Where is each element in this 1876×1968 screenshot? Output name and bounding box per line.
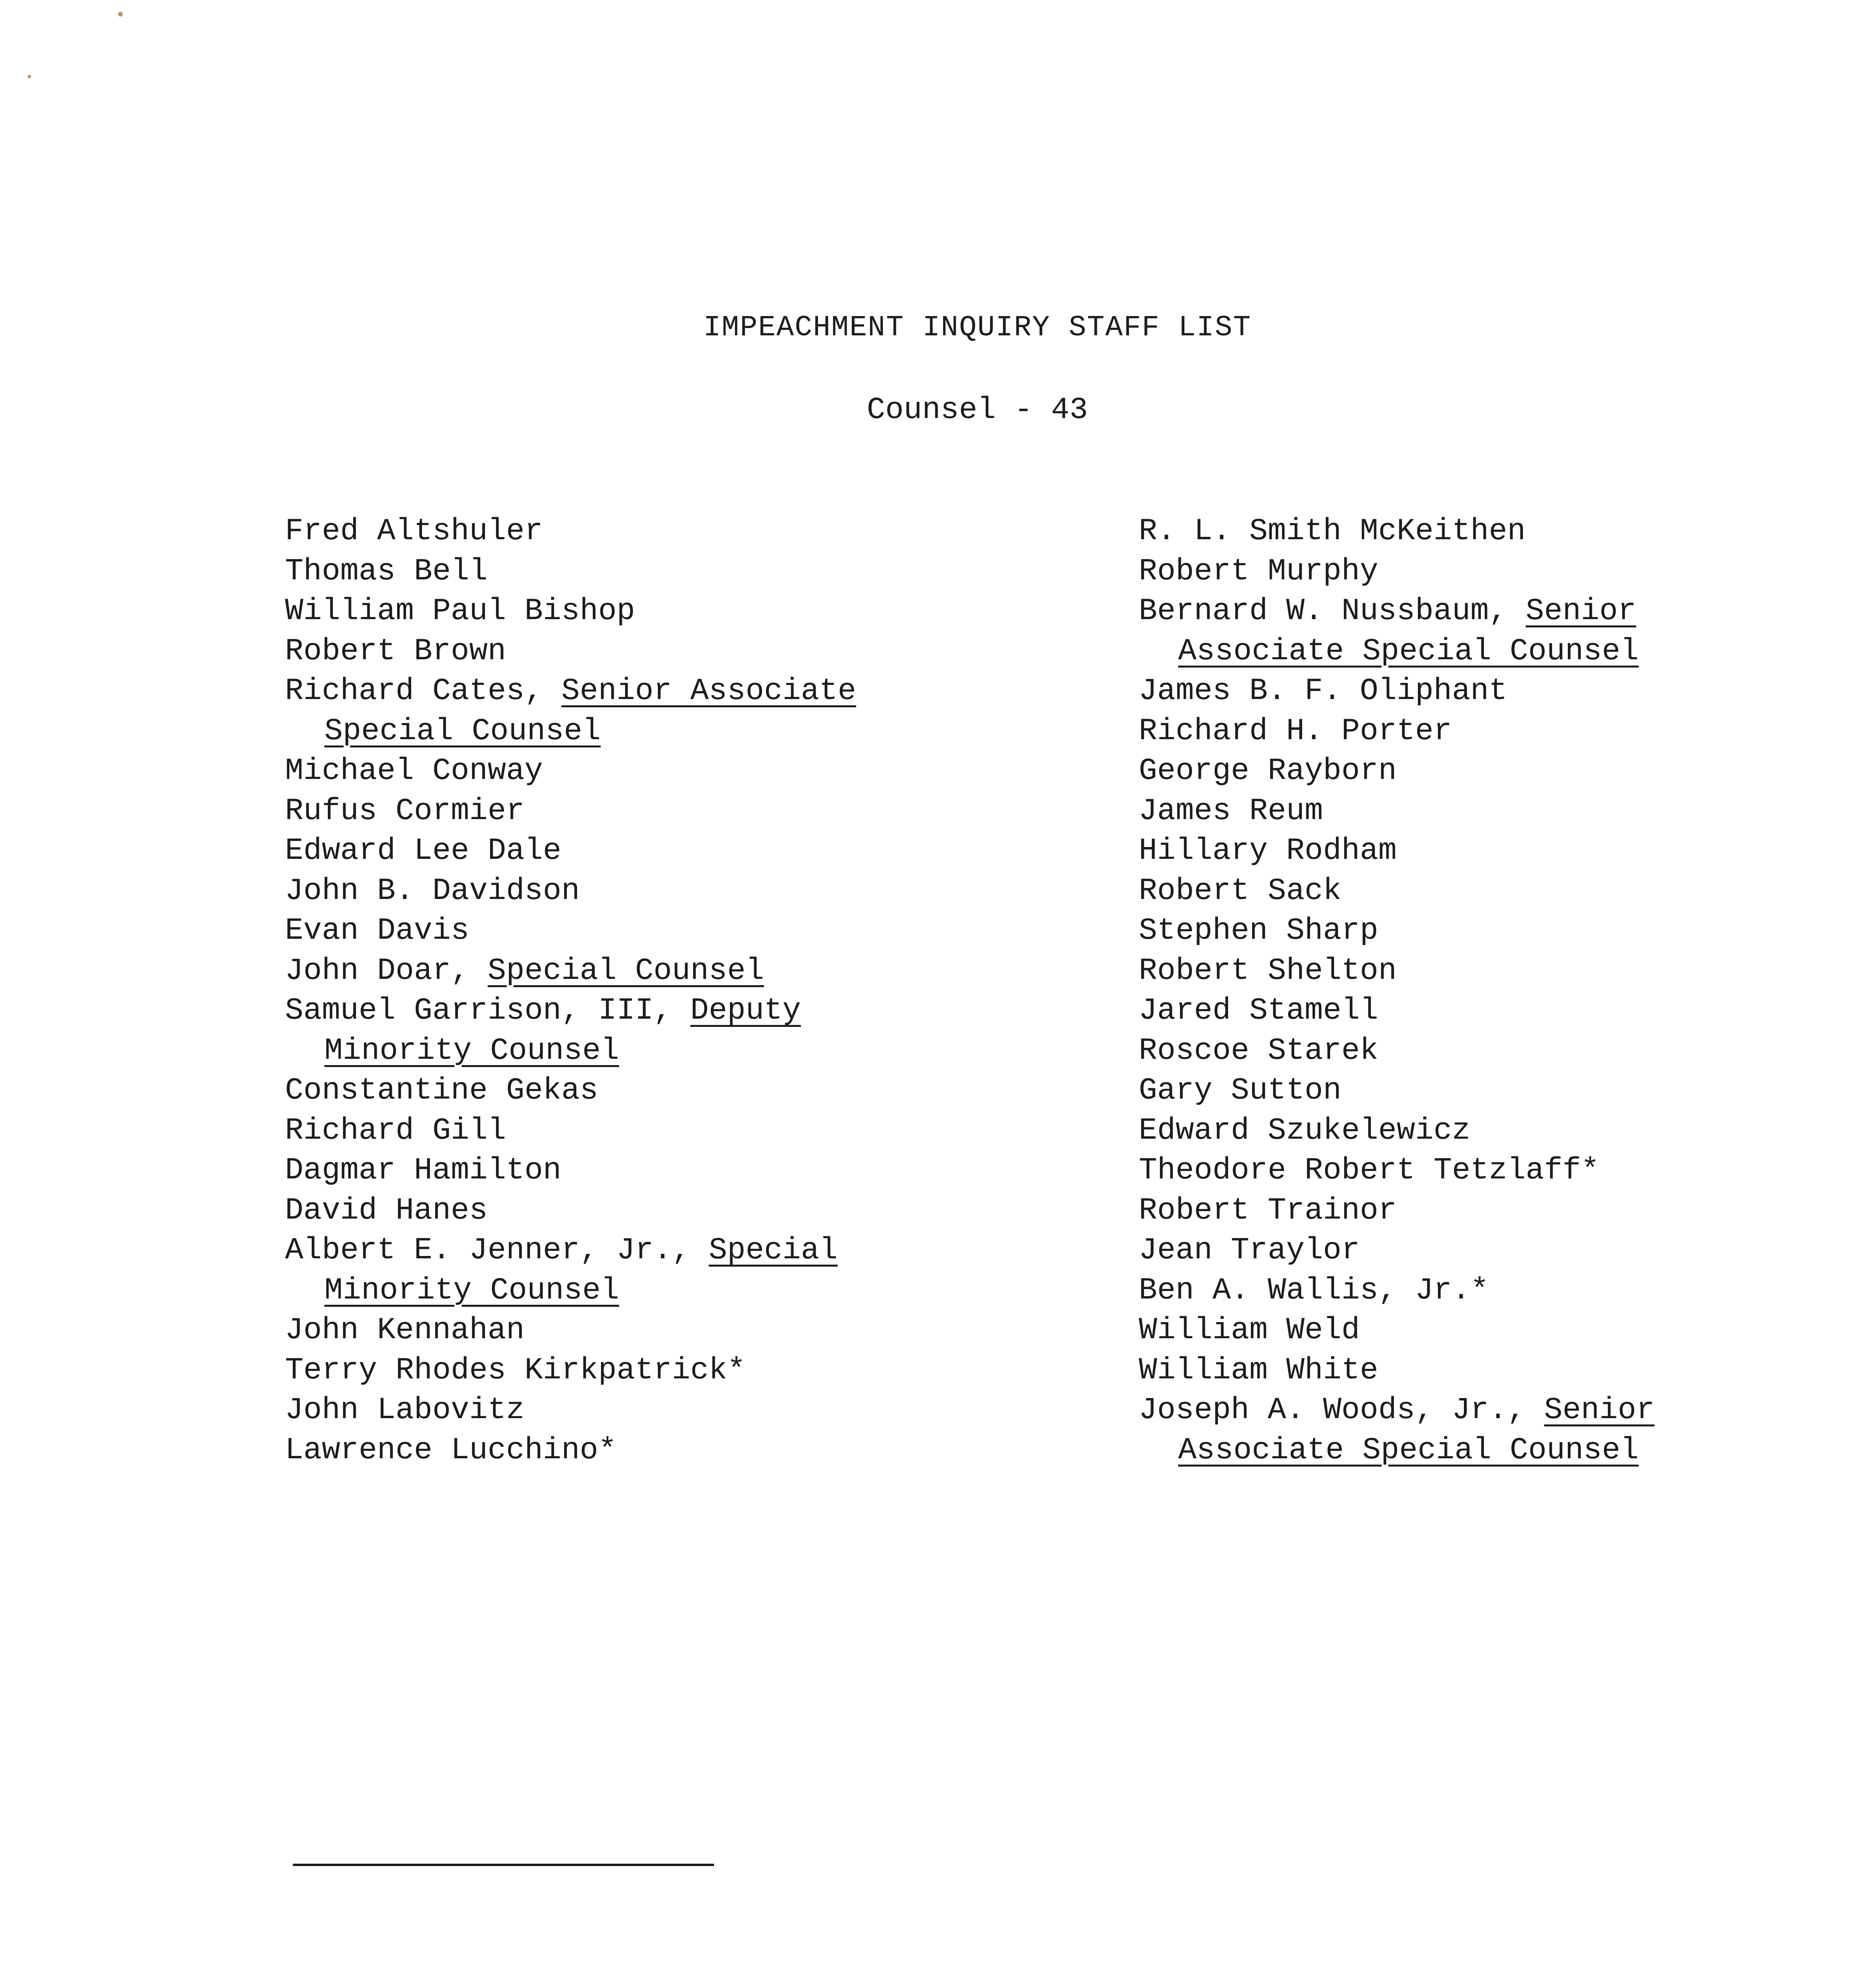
staff-name: Roscoe Starek: [1139, 1033, 1378, 1068]
staff-entry: [285, 792, 856, 832]
staff-role-continuation: [1139, 1431, 1655, 1471]
staff-name: David Hanes: [285, 1193, 488, 1228]
staff-name: John Labovitz: [285, 1393, 525, 1428]
staff-name: Robert Murphy: [1139, 554, 1378, 589]
staff-name: Edward Szukelewicz: [1139, 1113, 1471, 1148]
staff-name: Rufus Cormier: [285, 793, 525, 829]
staff-role: Minority Counsel: [324, 1273, 619, 1308]
staff-entry: [285, 1111, 856, 1151]
staff-role: Associate Special Counsel: [1178, 634, 1639, 669]
staff-role: Deputy: [690, 993, 801, 1028]
staff-entry: [1139, 951, 1655, 991]
staff-name: William White: [1139, 1353, 1378, 1388]
staff-name: Theodore Robert Tetzlaff*: [1139, 1153, 1600, 1188]
staff-role: Special Counsel: [324, 714, 601, 749]
staff-name: Fred Altshuler: [285, 514, 543, 549]
paper-speck: [118, 12, 123, 17]
staff-entry: [285, 951, 856, 991]
staff-name: Richard Gill: [285, 1113, 506, 1148]
staff-entry: [1139, 1271, 1655, 1311]
staff-name: Samuel Garrison, III,: [285, 993, 690, 1028]
staff-entry: [1139, 751, 1655, 792]
staff-entry: [1139, 1151, 1655, 1191]
paper-speck: [28, 75, 31, 78]
staff-name: Michael Conway: [285, 754, 543, 788]
staff-name: James Reum: [1139, 793, 1323, 829]
staff-name: Jared Stamell: [1139, 993, 1378, 1028]
staff-entry: [1139, 831, 1655, 871]
staff-name: James B. F. Oliphant: [1139, 674, 1508, 708]
staff-name: Robert Shelton: [1139, 953, 1397, 988]
staff-entry: [1139, 792, 1655, 832]
staff-name: Dagmar Hamilton: [285, 1153, 562, 1188]
staff-entry: [285, 1231, 856, 1271]
staff-entry: [1139, 1311, 1655, 1351]
staff-name: Thomas Bell: [285, 554, 488, 589]
staff-name: Robert Sack: [1139, 873, 1341, 908]
staff-entry: [285, 991, 856, 1031]
staff-name: Terry Rhodes Kirkpatrick*: [285, 1353, 746, 1388]
staff-list-right-column: [1139, 512, 1655, 1470]
staff-name: Gary Sutton: [1139, 1073, 1341, 1108]
staff-entry: [1139, 1391, 1655, 1431]
staff-entry: [285, 671, 856, 712]
staff-entry: [1139, 1191, 1655, 1231]
staff-role: Associate Special Counsel: [1178, 1433, 1639, 1468]
staff-entry: [1139, 1031, 1655, 1071]
staff-name: William Paul Bishop: [285, 594, 635, 629]
staff-entry: [1139, 512, 1655, 552]
staff-name: Jean Traylor: [1139, 1233, 1360, 1268]
staff-name: Joseph A. Woods, Jr.,: [1139, 1393, 1544, 1428]
staff-entry: [1139, 552, 1655, 592]
staff-name: Stephen Sharp: [1139, 914, 1378, 948]
staff-name: John Doar,: [285, 953, 488, 988]
staff-entry: [285, 871, 856, 912]
staff-name: Edward Lee Dale: [285, 834, 562, 868]
staff-role-continuation: [285, 1031, 856, 1071]
staff-entry: [285, 632, 856, 672]
staff-entry: [1139, 712, 1655, 752]
staff-entry: [285, 1311, 856, 1351]
staff-entry: [1139, 871, 1655, 912]
staff-name: John B. Davidson: [285, 873, 580, 908]
staff-role: Senior: [1544, 1393, 1655, 1428]
staff-name: Richard H. Porter: [1139, 714, 1452, 749]
staff-entry: [285, 831, 856, 871]
staff-entry: [1139, 1071, 1655, 1111]
staff-role-continuation: [285, 1271, 856, 1311]
staff-role-continuation: [285, 712, 856, 752]
staff-entry: [285, 552, 856, 592]
staff-role-continuation: [1139, 632, 1655, 672]
staff-entry: [1139, 1351, 1655, 1391]
staff-entry: [285, 1431, 856, 1471]
staff-name: Robert Trainor: [1139, 1193, 1397, 1228]
footnote: [293, 1907, 1053, 1968]
staff-name: R. L. Smith McKeithen: [1139, 514, 1526, 549]
staff-entry: [1139, 592, 1655, 632]
staff-entry: [285, 911, 856, 951]
staff-entry: [285, 751, 856, 792]
staff-name: Albert E. Jenner, Jr.,: [285, 1233, 709, 1268]
staff-entry: [285, 592, 856, 632]
staff-role: Special: [709, 1233, 838, 1268]
staff-role: Minority Counsel: [324, 1033, 619, 1068]
staff-entry: [1139, 911, 1655, 951]
staff-list-left-column: [285, 512, 856, 1470]
document-subtitle: Counsel - 43: [867, 393, 1088, 427]
staff-entry: [285, 1191, 856, 1231]
staff-name: Bernard W. Nussbaum,: [1139, 594, 1526, 629]
staff-name: John Kennahan: [285, 1313, 525, 1348]
staff-role: Senior: [1525, 594, 1636, 629]
document-title: IMPEACHMENT INQUIRY STAFF LIST: [703, 311, 1252, 344]
staff-name: Hillary Rodham: [1139, 834, 1397, 868]
staff-entry: [285, 1071, 856, 1111]
staff-entry: [285, 512, 856, 552]
staff-name: George Rayborn: [1139, 754, 1397, 788]
staff-entry: [1139, 1231, 1655, 1271]
staff-name: Constantine Gekas: [285, 1073, 598, 1108]
staff-entry: [285, 1391, 856, 1431]
staff-entry: [1139, 671, 1655, 712]
staff-entry: [285, 1351, 856, 1391]
staff-name: Lawrence Lucchino*: [285, 1433, 617, 1468]
staff-entry: [1139, 991, 1655, 1031]
staff-name: Evan Davis: [285, 914, 470, 948]
staff-name: Ben A. Wallis, Jr.*: [1139, 1273, 1489, 1308]
staff-entry: [285, 1151, 856, 1191]
staff-name: William Weld: [1139, 1313, 1360, 1348]
footnote-divider: [293, 1864, 714, 1866]
staff-role: Senior Associate: [561, 674, 857, 708]
staff-entry: [1139, 1111, 1655, 1151]
staff-role: Special Counsel: [487, 953, 764, 988]
staff-name: Richard Cates,: [285, 674, 562, 708]
staff-name: Robert Brown: [285, 634, 506, 669]
